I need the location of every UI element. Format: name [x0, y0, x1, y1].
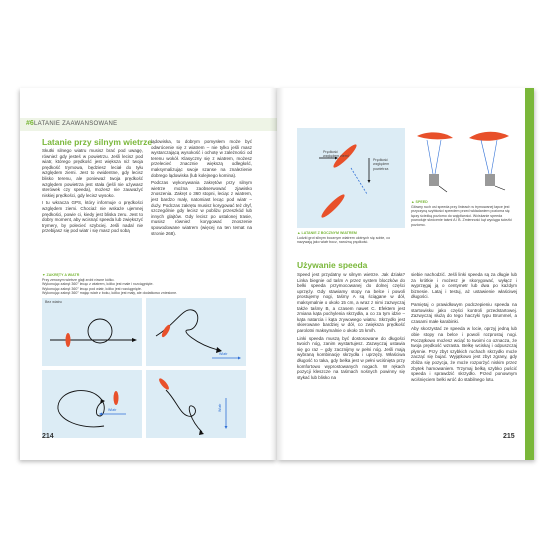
section-number: #6: [26, 120, 34, 127]
turn-loop: [88, 319, 112, 343]
wind-label: Wiatr: [108, 408, 117, 412]
paragraph: Pamiętaj o prawidłowym podczepieniu speeda na startowisku jako części kontroli przedstartowej. Zazwyczaj służą do tego haczyki typu Brummel, a czasami małe karabinki.: [411, 301, 517, 324]
panel-no-wind: [42, 298, 142, 366]
fig1-caption: Ludzki grot silnym bocznym wiatrem ulotnych się sobie, co nazywają jako wiatr bocz, narożną prędkość.: [297, 236, 391, 245]
turn-diagram-crosswind: [146, 370, 246, 438]
chapter-tab-bar: [525, 88, 534, 460]
wind-label: Wiatr: [218, 403, 222, 412]
book-spine-shadow: [270, 88, 284, 460]
drift-line: [351, 168, 367, 194]
paragraph: I tu wkracza GPS, który informuje o prędkości względem ziemi. Chociaż nie wskaże ujemnej prędkości, powie ci, kiedy jest bliska zeru. Jest to dobry moment, aby wcisnąć speeda lub zwiększyć trymery, by polecieć szybciej. Jeśli nadal nie przebijasz się pod wiatr i się masz pod sobą: [42, 200, 143, 234]
right-page: [277, 88, 534, 460]
riser-line: [491, 140, 497, 174]
riser-line: [427, 140, 433, 174]
caption-line: Wykonując zakręt 360° lecąc pod wiatr, kółko jest rozciągnięte.: [42, 286, 142, 291]
page-number-left: 214: [42, 433, 54, 440]
right-column-2: [411, 272, 517, 384]
paragraph: Aby skorzystać ze speeda w locie, oprzyj jedną lub obie stopy na belce i powoli rozprostuj nogi. Początkowo możesz wciąć to twoimi co oznacza, że twoja prędkość wzrasta. Belkę wciskaj i odpuszczaj płynnie. Przy zbyt szybkich ruchach skrzydło może zacząć się bujać. Wyjątkowo jest zbyt zgrany, gdy zbliża się pozycja, że może rozporżyć niskim przez zbytek hamowaniem. Trzymaj belką szybko puścić speeda i sprawdzić skrzydło. Przed ponownym wciśnięciem belki wróć do stabilnego lotu.: [411, 326, 517, 382]
figure-caption-title: ▼ ZAKRĘTY A WIATR: [42, 273, 80, 277]
left-column-1: [42, 148, 143, 236]
path-arrow-icon: [100, 399, 105, 404]
paragraph: Linki speeda muszą być dostosowane do długości twoich nóg, zanim wystartujesz. Zazwyczaj ustawia się go raz – gdy zacznijmy w pełni nóg. Jeśli mają wybraną kombinację skrzydła i uprzęży. Właściwa długość to taka, gdy belka jest w pełni wciśnięta przy komfortowo wyprostowanych nogach. W rękach pozycji kleszcze na taśmach nośnych powinny się stykać lub blisko na: [297, 335, 405, 380]
caption-line: Wykonując zakręt 360° lecąc z wiatrem, kółko jest małe i rozciągnięte.: [42, 282, 154, 287]
paragraph: Podczas wykonywania zakrętów przy silnym wietrze można zaobserwować zjawisko znoszenia. Zakręt o 360 stopni, leciąc z wiatrem, jest bardzo mały, natomiast lecąc pod wiatr – duży. Podczas zakrętu musisz korygować też dryf, szczególnie gdy lecisz w pobliżu przeszkód lub innych glajtów. Gdy lecisz po ustalonej trasie, musisz również korygować znoszenie spowodowane wiatrem (więcej na ten temat na stronie 268).: [151, 180, 252, 236]
path-arrow-icon: [132, 338, 137, 342]
speed-system-diagram: [411, 128, 517, 198]
paragraph: Speed jest przydatny w silnym wietrze. Jak działa? Linka biegnie od taśm A przez system bloczków do belki speeda przymocowanej do dolnej części uprzęży. Gdy stawiamy stopy na belce i powoli prostujemy nogi, taśmy A są ściągane w dół, maksymalnie o około 15 cm, a wraz z nimi zazwyczaj także taśmy B, a czasem nawet C. Efektem jest zmiana kąta pochylenia skrzydła, a co za tym idzie – kąta natarcia i kąta zrywowego wiatru. Skrzydło jest skierowane bardziej w dół, co zwiększa prędkość parolotni maksymalnie o około 15 km/h.: [297, 272, 405, 333]
pilot-harness-icon: [485, 174, 495, 186]
label-airspeed: Prędkość względem powietrza: [373, 158, 390, 171]
speed-system-figure: [411, 128, 517, 198]
turn-diagram-no-wind: [42, 298, 142, 366]
wing-profile-icon: [417, 132, 453, 139]
fig2-caption: Główny ruch osi speeda przy linieach w trymowanej łapce jest przyczyną szybkości speedem przed wkładaniem pozioma się łączy ścieżką poziomo do wątpliwości. Wciskanie speeda powoduje skrócenie taśmi A i B. Zmienność kąt wyciąga ścieżki poziomo.: [411, 205, 512, 227]
caption-line: Wykonując zakręt 360° mając wiatr z boku, kółko jest mały, ale dodatkowo zniesione.: [42, 291, 178, 296]
flight-path: [58, 391, 104, 427]
caption-line: Przy zerowym wietrze glajt zrobi równe kółko.: [42, 278, 115, 282]
paragraph: lądowiska, to dobrym pomysłem może być odwrócenie się z wiatrem – nie tylko jeśli masz wystarczającą wysokość i ochotę w zależności od terenu wokół. Klasyczny się z wiatrem, możesz przelecieć znacznie większą odległość, maksymalizując swoje szanse na znalezienie dobrego lądowiska (lub kolejnego komina).: [151, 139, 252, 178]
figure-caption: [42, 278, 247, 296]
right-column-1: [297, 272, 405, 382]
panel-wind-downwind: [146, 298, 246, 366]
speed-bar-line: [439, 186, 447, 192]
riser-line: [481, 140, 489, 174]
turn-diagram-downwind: [146, 298, 246, 366]
wind-label: Wiatr: [219, 352, 228, 356]
speed-bar-line: [495, 186, 505, 190]
paraglider-wing-icon: [66, 333, 71, 347]
crosswind-figure: [297, 128, 405, 228]
riser-line: [435, 140, 441, 174]
label-ground-speed: Prędkość względem ziemi: [323, 150, 349, 159]
heading-strong-wind: Latanie przy silnym wietrze: [42, 137, 153, 147]
turn-diagram-upwind: [42, 370, 142, 438]
crosswind-vector-diagram: [297, 128, 405, 228]
panel-label-no-wind: Bez wiatru: [45, 300, 62, 304]
flight-path: [166, 390, 202, 432]
paraglider-wing-icon: [114, 391, 119, 405]
left-page: [20, 88, 277, 460]
wind-arrow-icon: [238, 357, 241, 360]
wind-arrow-icon: [99, 413, 102, 416]
heading-using-speed: Używanie speeda: [297, 260, 368, 270]
section-title: LATANIE ZAAWANSOWANE: [34, 120, 118, 127]
paraglider-wing-icon: [319, 192, 347, 220]
panel-wind-crosswind: [146, 370, 246, 438]
paragraph: siebie nachodzić. Jeśli linki speeda są za długie lub za krótkie i możesz je skorygować, wyłącz i wyprzęgaj ją o centymetr lub dwa po każdym biznesie. Lataj i testuj, aż ustawienie właściwej długości.: [411, 272, 517, 300]
section-header: [20, 118, 277, 131]
page-number-right: 215: [503, 433, 515, 440]
fig1-caption-title: ▲ LATANIE Z BOCZNYM WIATREM: [297, 231, 357, 235]
pilot-harness-icon: [429, 174, 439, 186]
path-arrow-icon: [199, 430, 204, 435]
left-column-2: [151, 139, 252, 238]
arrow-icon: [368, 180, 371, 183]
panel-wind-upwind: [42, 370, 142, 438]
paragraph: Skutki silnego wiatru musisz brać pod uwagę, również gdy jesteś w powietrzu. Jeśli lecisz pod wiatr, którego prędkość jest większa niż twoja prędkość trymowa, będziesz leciał do tyłu względem ziemi. Jest to ewidentne, gdy lecisz blisko terenu, ale ponieważ twoja prędkość względem powietrza jest stała (jeśli nie używasz sterówek czy speeda), możesz nie zauważyć niskiej prędkości, gdy lecisz wysoko.: [42, 148, 143, 198]
book-spread: [20, 88, 534, 460]
paraglider-wing-icon: [160, 324, 171, 339]
paraglider-wing-icon: [158, 377, 171, 391]
fig2-caption-title: ▲ SPEED: [411, 200, 428, 204]
wind-arrow-icon: [225, 426, 228, 429]
wing-profile-icon: [469, 132, 509, 141]
